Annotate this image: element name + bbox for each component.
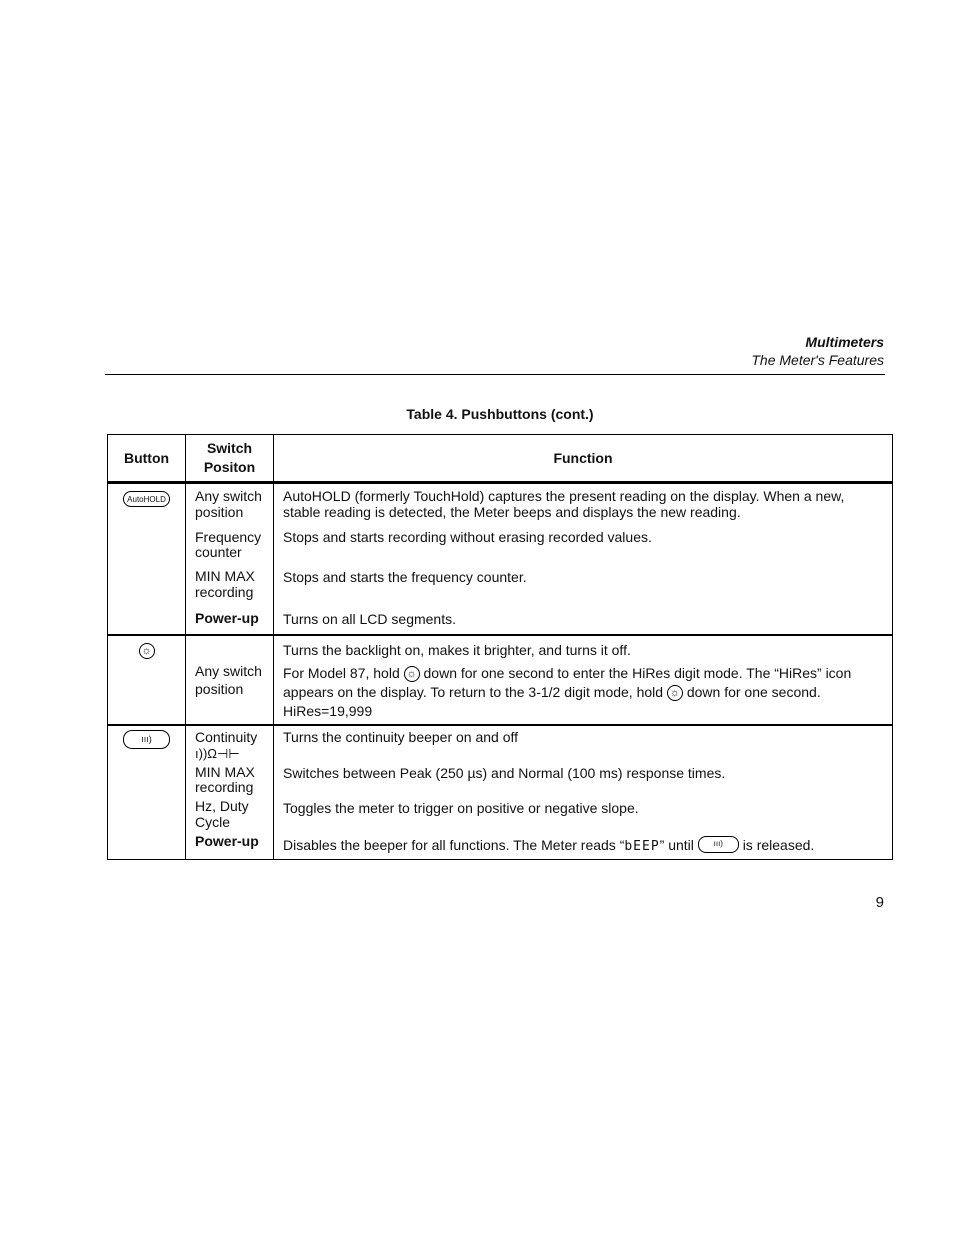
function-autohold [274,484,892,521]
function-continuity: Turns the continuity beeper on and off [283,729,519,745]
beeper-icon: ııı) [698,836,739,853]
switch-min-max [186,762,273,796]
switch-frequency-counter [186,521,273,561]
switch-text: position [195,681,244,697]
function-text: down for one second. [686,684,821,700]
function-lcd-segments: Turns on all LCD segments. [283,611,456,627]
function-text: is released. [742,837,815,853]
switch-text: Continuity [195,729,258,745]
header-switch-position [186,435,274,483]
function-text: AutoHOLD (formerly TouchHold) captures the present reading on the display. When a new, [283,488,845,504]
beeper-button-icon: ııı) [123,730,170,749]
header-title: Multimeters [805,334,884,350]
pushbuttons-table [107,434,893,860]
switch-min-max [186,561,273,601]
switch-text: position [195,504,244,520]
header-switch-line2: Positon [203,459,256,475]
backlight-icon: ☼ [404,666,420,682]
backlight-icon: ☼ [667,685,683,701]
continuity-symbols: ı))Ω⊣⊢ [195,746,240,761]
switch-continuity [186,726,273,762]
function-backlight: Turns the backlight on, makes it brighter, and turns it off. [283,642,631,658]
function-text: For Model 87, hold [283,665,400,681]
header-function: Function [274,435,893,483]
function-peak: Switches between Peak (250 µs) and Normal (100 ms) response times. [283,765,726,781]
switch-text: Any switch [195,488,262,504]
switch-text: Hz, Duty [195,798,249,814]
function-text: ” until [659,837,694,853]
function-disable-beeper [274,817,892,859]
switch-text: recording [195,779,254,795]
group-beeper [108,725,893,860]
switch-text: Any switch [195,663,262,679]
function-trigger-slope: Toggles the meter to trigger on positive or negative slope. [283,800,639,816]
function-text: Disables the beeper for all functions. The Meter reads “ [283,837,625,853]
autohold-button-icon: AutoHOLD [123,491,170,507]
switch-text: MIN MAX [195,764,255,780]
switch-text: Frequency [195,529,262,545]
function-text: stable reading is detected, the Meter beeps and displays the new reading. [283,504,741,520]
function-text: HiRes=19,999 [283,703,373,719]
header-rule [105,374,885,375]
switch-text: recording [195,584,254,600]
running-header [751,333,884,369]
switch-hz-duty [186,796,273,831]
lcd-beep-text: bEEP [624,839,660,854]
switch-text: MIN MAX [195,568,255,584]
function-hires [274,659,892,724]
switch-power-up: Power-up [195,610,259,626]
switch-text: counter [195,544,242,560]
switch-text: Cycle [195,814,231,830]
table-caption: Table 4. Pushbuttons (cont.) [406,406,594,422]
group-autohold [108,483,893,636]
switch-any-position [186,636,273,698]
switch-power-up: Power-up [195,833,259,849]
header-switch-line1: Switch [206,440,253,456]
function-text: down for one second to enter the HiRes digit mode. The “HiRes” icon [423,665,852,681]
backlight-button-icon: ☼ [139,643,155,659]
function-stop-recording: Stops and starts recording without erasing recorded values. [283,529,652,545]
header-subtitle: The Meter's Features [751,352,884,368]
function-text: appears on the display. To return to the 3-1/2 digit mode, hold [283,684,664,700]
page-number: 9 [875,894,884,911]
function-frequency-counter: Stops and starts the frequency counter. [283,569,527,585]
header-button: Button [108,435,186,483]
switch-any-position [186,484,273,521]
group-backlight [108,635,893,725]
